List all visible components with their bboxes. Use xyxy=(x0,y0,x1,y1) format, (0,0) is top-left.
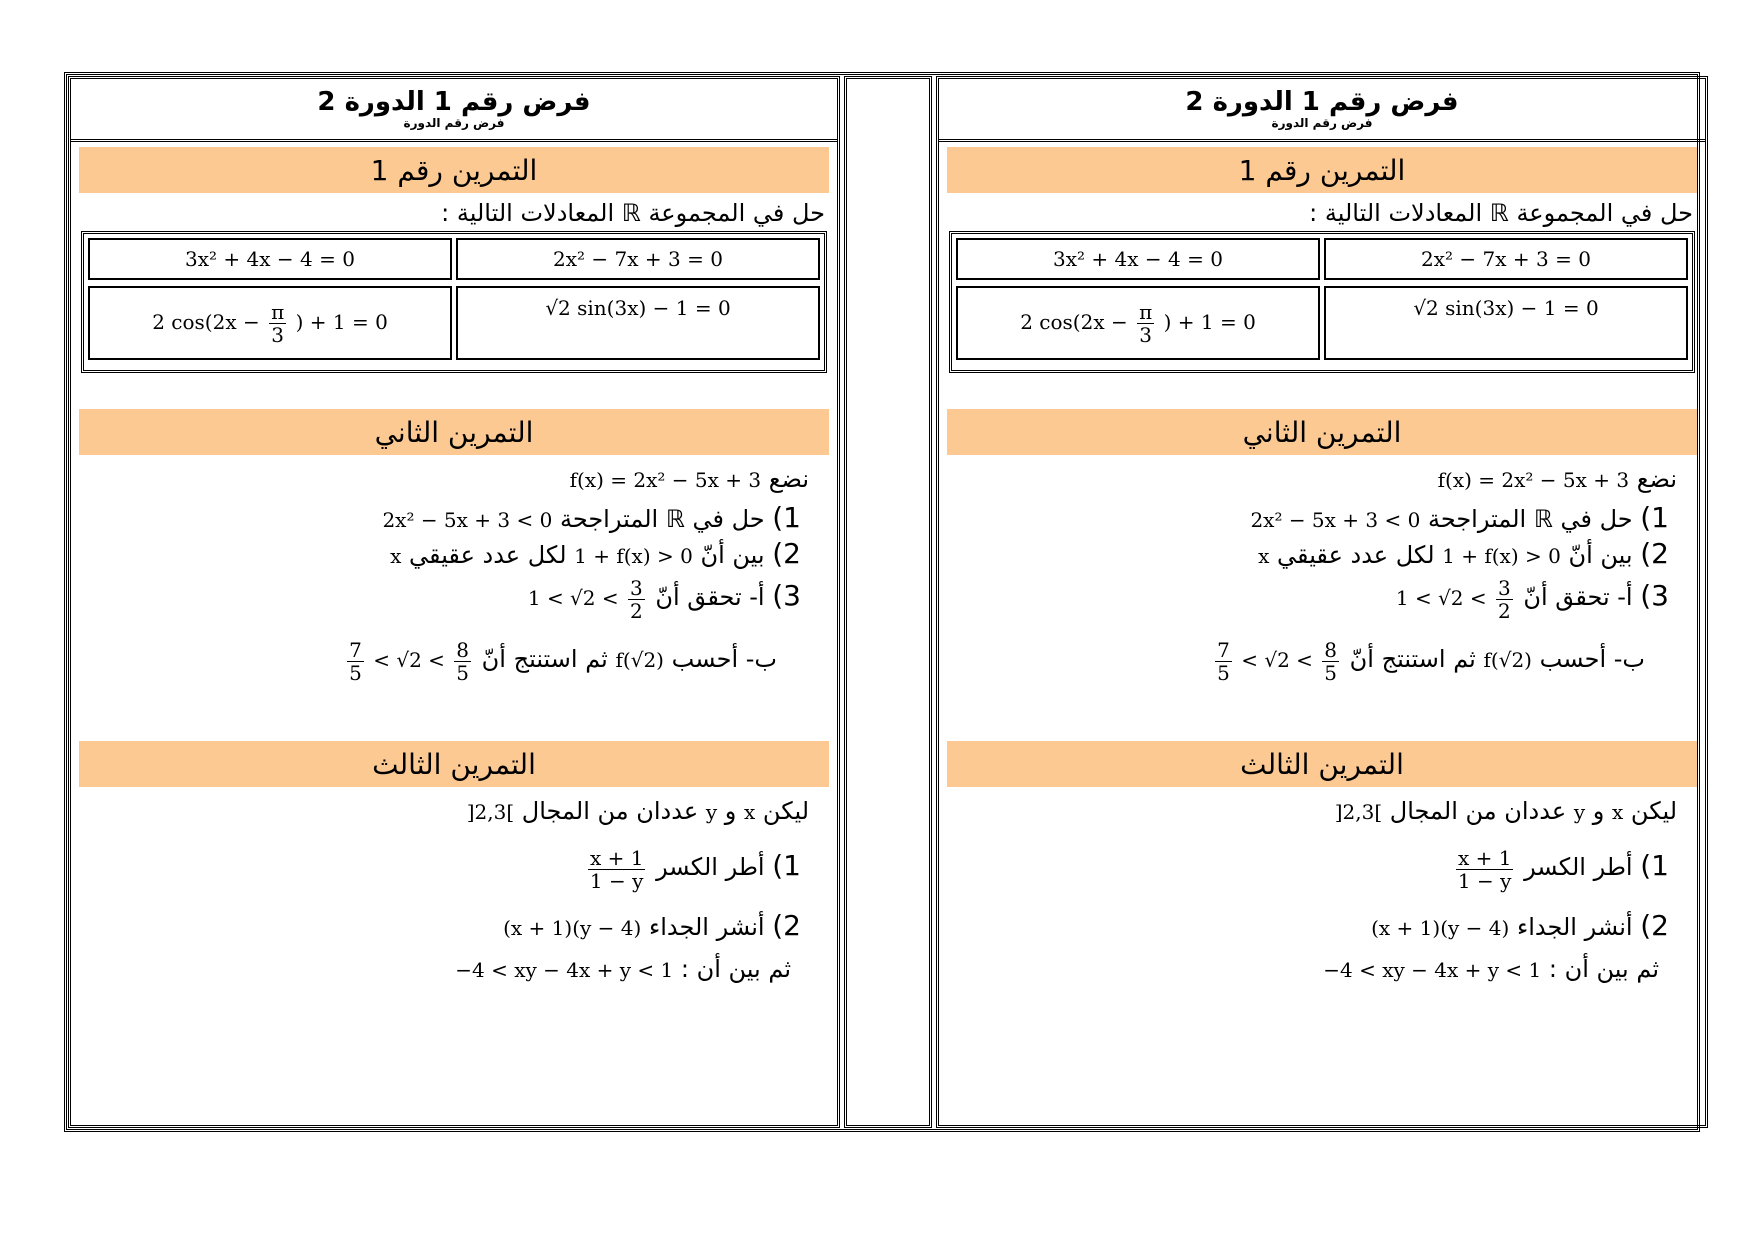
exercise-2-question-1 xyxy=(382,501,801,534)
exam-copy-left xyxy=(68,76,840,1128)
numerator: 7 xyxy=(349,638,362,662)
question-text: ثم استنتج أنّ xyxy=(481,645,608,673)
question-text: ب- أحسب xyxy=(671,645,777,673)
question-text: أ- تحقق أنّ xyxy=(655,583,765,611)
exercise-2-intro xyxy=(570,465,809,493)
numerator: 8 xyxy=(456,638,470,662)
exercise-2-question-1 xyxy=(1250,501,1669,534)
numerator: π xyxy=(1139,299,1153,324)
equation-cell xyxy=(88,286,452,360)
function-definition: f(x) = 2x² − 5x + 3 xyxy=(569,468,762,492)
question-text: أنشر الجداء xyxy=(1516,913,1633,941)
function-definition: f(x) = 2x² − 5x + 3 xyxy=(1437,468,1630,492)
question-number: 1) xyxy=(772,849,801,882)
exercise-2-question-3b xyxy=(1212,639,1645,684)
center-gutter xyxy=(844,76,932,1128)
exercise-2-question-2 xyxy=(390,537,801,570)
numerator: 7 xyxy=(1217,638,1230,662)
fraction xyxy=(1322,639,1339,684)
question-number: 2) xyxy=(1640,537,1669,570)
denominator: 5 xyxy=(1324,661,1338,685)
question-text: أطر الكسر xyxy=(1524,853,1633,881)
inequality-part: < √2 < xyxy=(1241,648,1313,672)
equation-part: 2 cos(2x − xyxy=(1020,309,1128,334)
exercise-2-question-3b xyxy=(344,639,777,684)
exam-header xyxy=(71,79,837,142)
intro-text: نضع xyxy=(1636,465,1677,493)
exercise-2-question-3a xyxy=(1396,577,1669,622)
variable: x xyxy=(744,800,756,824)
question-text: لكل عدد عقيقي xyxy=(409,541,567,569)
equation-part: 2 cos(2x − xyxy=(152,309,260,334)
exam-copy-right xyxy=(936,76,1708,1128)
exercise-3-title: التمرين الثالث xyxy=(947,741,1697,787)
denominator: 2 xyxy=(630,599,643,623)
interval: ]2,3[ xyxy=(466,800,515,824)
variable: x xyxy=(1258,544,1270,568)
inequality: 1 + f(x) > 0 xyxy=(574,544,693,568)
denominator: 5 xyxy=(349,661,362,685)
inequality: 2x² − 5x + 3 < 0 xyxy=(382,508,553,532)
question-number: 1) xyxy=(1640,501,1669,534)
expression: (x + 1)(y − 4) xyxy=(1371,916,1510,940)
numerator: x + 1 xyxy=(1457,846,1512,870)
inequality xyxy=(344,638,474,685)
fraction xyxy=(454,639,471,684)
equation-cell xyxy=(956,286,1320,360)
numerator: 8 xyxy=(1324,638,1338,662)
intro-text: عددان من المجال xyxy=(1389,797,1567,825)
variable: x xyxy=(390,544,402,568)
question-text: حل في ℝ المتراجحة xyxy=(1427,505,1633,533)
equation-cell xyxy=(1324,286,1688,360)
fraction xyxy=(628,577,645,622)
equations-table xyxy=(949,231,1695,373)
denominator: 1 − y xyxy=(589,869,644,893)
equation xyxy=(152,301,388,346)
equation xyxy=(1020,301,1256,346)
exercise-2-question-3a xyxy=(528,577,801,622)
intro-text: عددان من المجال xyxy=(521,797,699,825)
inequality xyxy=(1212,638,1342,685)
question-number: 1) xyxy=(1640,849,1669,882)
fraction xyxy=(1496,577,1513,622)
exercise-3-intro xyxy=(1335,797,1677,825)
denominator: 3 xyxy=(1139,322,1153,347)
numerator: π xyxy=(271,299,285,324)
denominator: 5 xyxy=(456,661,470,685)
equation-part: ) + 1 = 0 xyxy=(295,309,388,334)
exam-title-shadow: فرض رقم الدورة xyxy=(403,116,505,130)
intro-text: ليكن xyxy=(1630,797,1677,825)
question-text: أطر الكسر xyxy=(656,853,765,881)
numerator: 3 xyxy=(1498,576,1511,600)
exercise-3-question-1 xyxy=(585,847,801,892)
intro-text: و xyxy=(1592,797,1605,825)
fraction xyxy=(588,847,645,892)
inequality: 1 + f(x) > 0 xyxy=(1442,544,1561,568)
fraction xyxy=(1137,301,1154,346)
inequality: 2x² − 5x + 3 < 0 xyxy=(1250,508,1421,532)
question-number: 3) xyxy=(1640,579,1669,612)
exercise-2-title: التمرين الثاني xyxy=(79,409,829,455)
exam-title: فرض رقم 1 الدورة 2 xyxy=(1185,87,1459,117)
interval: ]2,3[ xyxy=(1334,800,1383,824)
denominator: 3 xyxy=(271,322,285,347)
question-text: ثم بين أن : xyxy=(1548,955,1659,983)
fraction xyxy=(1215,639,1232,684)
intro-text: ليكن xyxy=(762,797,809,825)
intro-text: و xyxy=(724,797,737,825)
denominator: 1 − y xyxy=(1457,869,1512,893)
question-text: بين أنّ xyxy=(1568,541,1633,569)
exam-title-shadow: فرض رقم الدورة xyxy=(1271,116,1373,130)
expression: (x + 1)(y − 4) xyxy=(503,916,642,940)
exercise-3-intro xyxy=(467,797,809,825)
expression xyxy=(585,846,648,893)
exercise-3-question-1 xyxy=(1453,847,1669,892)
exercise-1-title: التمرين رقم 1 xyxy=(947,147,1697,193)
question-number: 2) xyxy=(1640,909,1669,942)
equation-cell xyxy=(1324,238,1688,280)
equation-cell xyxy=(956,238,1320,280)
fraction xyxy=(1456,847,1513,892)
equations-table xyxy=(81,231,827,373)
intro-text: نضع xyxy=(768,465,809,493)
inequality-part: 1 < √2 < xyxy=(527,586,619,610)
question-text: لكل عدد عقيقي xyxy=(1277,541,1435,569)
exercise-3-title: التمرين الثالث xyxy=(79,741,829,787)
inequality: −4 < xy − 4x + y < 1 xyxy=(455,958,674,982)
question-text: ثم بين أن : xyxy=(680,955,791,983)
exercise-1-instruction: حل في المجموعة ℝ المعادلات التالية : xyxy=(441,199,825,227)
question-text: ب- أحسب xyxy=(1539,645,1645,673)
variable: x xyxy=(1612,800,1624,824)
inequality-part: < √2 < xyxy=(373,648,445,672)
variable: y xyxy=(1573,800,1586,824)
equation-cell xyxy=(456,286,820,360)
exercise-1-instruction: حل في المجموعة ℝ المعادلات التالية : xyxy=(1309,199,1693,227)
equation: 3x² + 4x − 4 = 0 xyxy=(185,247,355,271)
equation: 2x² − 7x + 3 = 0 xyxy=(553,247,723,271)
expression: f(√2) xyxy=(615,648,664,672)
equation: 3x² + 4x − 4 = 0 xyxy=(1053,247,1223,271)
equation-cell xyxy=(456,238,820,280)
question-text: حل في ℝ المتراجحة xyxy=(559,505,765,533)
numerator: 3 xyxy=(630,576,643,600)
exercise-2-intro xyxy=(1438,465,1677,493)
fraction xyxy=(269,301,286,346)
inequality-part: 1 < √2 < xyxy=(1395,586,1487,610)
question-number: 3) xyxy=(772,579,801,612)
exercise-2-title: التمرين الثاني xyxy=(947,409,1697,455)
exercise-3-question-2 xyxy=(1371,909,1669,942)
equation: √2 sin(3x) − 1 = 0 xyxy=(545,296,731,320)
exam-title: فرض رقم 1 الدورة 2 xyxy=(317,87,591,117)
exercise-3-question-3 xyxy=(1323,955,1659,983)
denominator: 5 xyxy=(1217,661,1230,685)
equation: √2 sin(3x) − 1 = 0 xyxy=(1413,296,1599,320)
inequality: −4 < xy − 4x + y < 1 xyxy=(1323,958,1542,982)
expression: f(√2) xyxy=(1483,648,1532,672)
equation: 2x² − 7x + 3 = 0 xyxy=(1421,247,1591,271)
exercise-3-question-3 xyxy=(455,955,791,983)
exercise-1-title: التمرين رقم 1 xyxy=(79,147,829,193)
expression xyxy=(1453,846,1516,893)
question-text: أنشر الجداء xyxy=(648,913,765,941)
question-text: بين أنّ xyxy=(700,541,765,569)
question-text: ثم استنتج أنّ xyxy=(1349,645,1476,673)
question-number: 2) xyxy=(772,537,801,570)
exercise-2-question-2 xyxy=(1258,537,1669,570)
exercise-3-question-2 xyxy=(503,909,801,942)
question-text: أ- تحقق أنّ xyxy=(1523,583,1633,611)
equation-cell xyxy=(88,238,452,280)
inequality xyxy=(1395,576,1516,623)
equation-part: ) + 1 = 0 xyxy=(1163,309,1256,334)
question-number: 2) xyxy=(772,909,801,942)
numerator: x + 1 xyxy=(589,846,644,870)
denominator: 2 xyxy=(1498,599,1511,623)
exam-header xyxy=(939,79,1705,142)
inequality xyxy=(527,576,648,623)
fraction xyxy=(347,639,364,684)
question-number: 1) xyxy=(772,501,801,534)
variable: y xyxy=(705,800,718,824)
